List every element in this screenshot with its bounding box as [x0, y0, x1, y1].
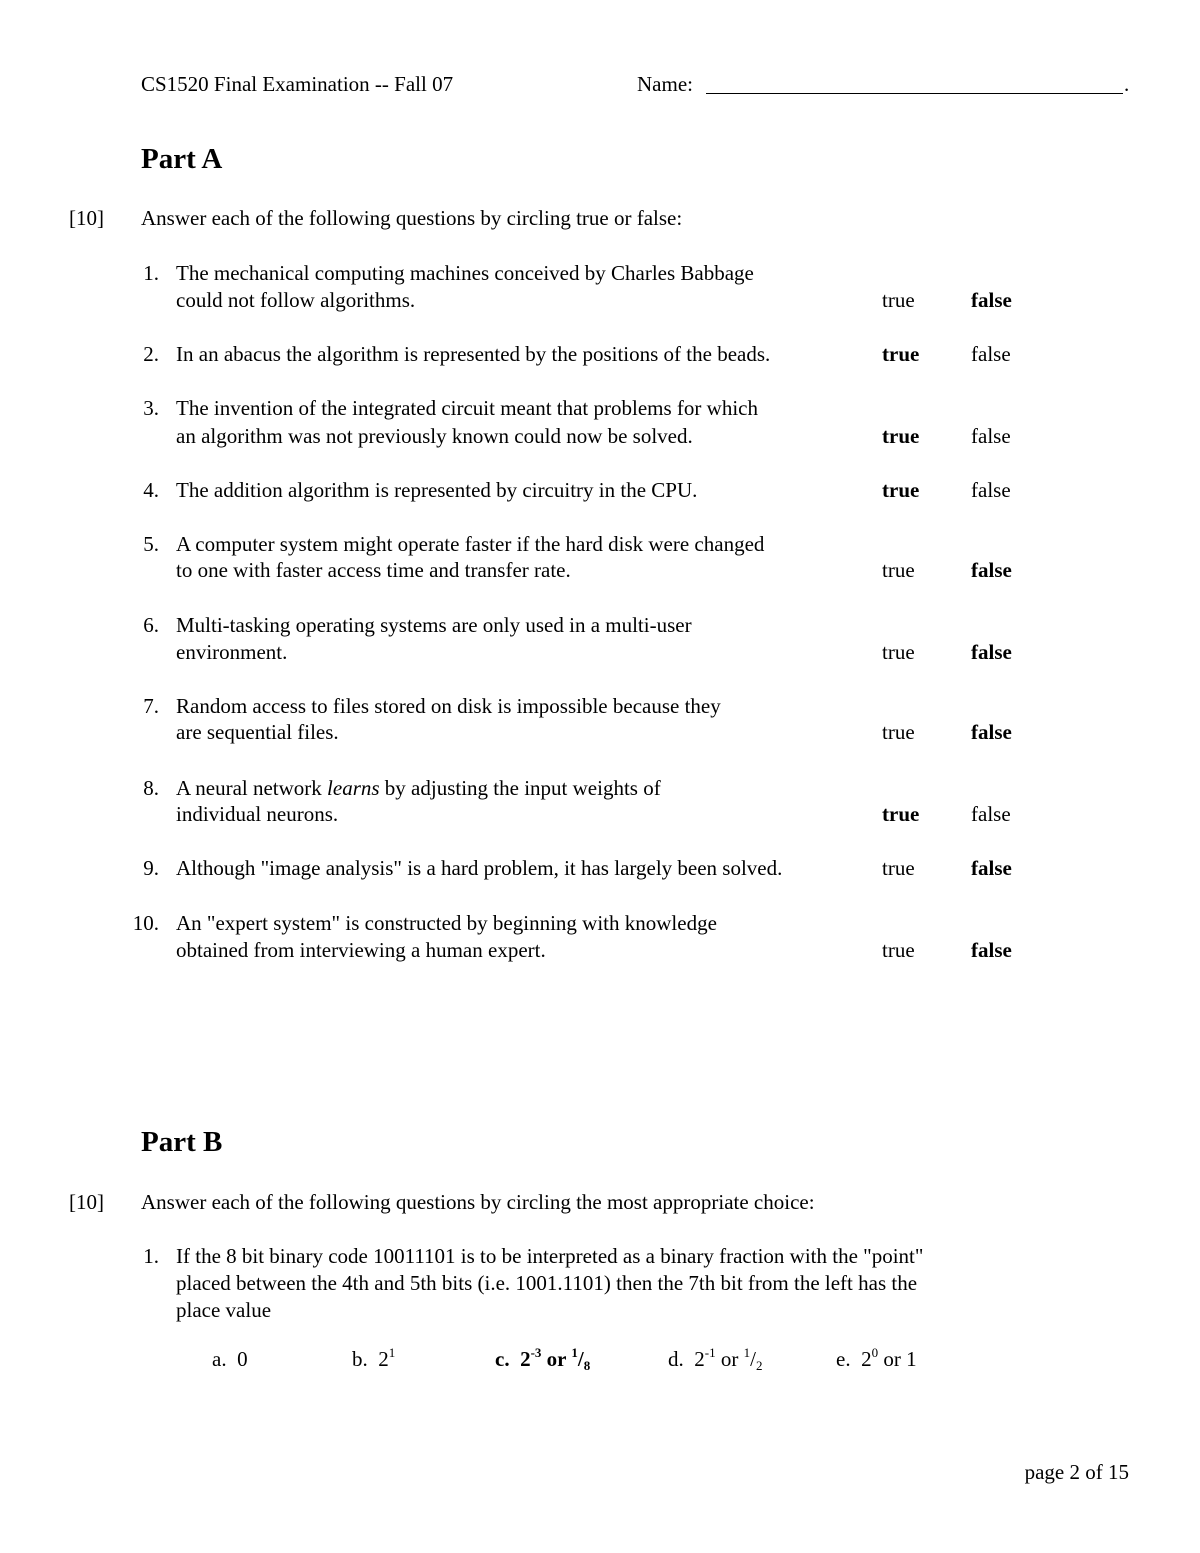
question-text: obtained from interviewing a human expert. — [176, 938, 546, 962]
question-text: placed between the 4th and 5th bits (i.e. 1001.1101) then the 7th bit from the left has the — [176, 1271, 918, 1295]
emphasis-learns: learns — [327, 776, 380, 800]
answer-true[interactable]: true — [882, 938, 915, 962]
question-text: The mechanical computing machines conceived by Charles Babbage — [176, 261, 754, 285]
question-text: environment. — [176, 640, 288, 664]
question-text: If the 8 bit binary code 10011101 is to be interpreted as a binary fraction with the "point" — [176, 1244, 924, 1268]
answer-false[interactable]: false — [971, 342, 1011, 366]
part-b-instruction: Answer each of the following questions by circling the most appropriate choice: — [141, 1190, 815, 1214]
answer-false[interactable]: false — [971, 802, 1011, 826]
question-number: 9. — [143, 856, 159, 880]
question-text: A neural network learns by adjusting the input weights of — [176, 776, 661, 800]
answer-true-selected[interactable]: true — [882, 802, 920, 826]
question-number: 1. — [143, 261, 159, 285]
answer-true-selected[interactable]: true — [882, 342, 920, 366]
part-a-title: Part A — [141, 143, 223, 175]
question-text: are sequential files. — [176, 720, 339, 744]
answer-true[interactable]: true — [882, 288, 915, 312]
answer-false-selected[interactable]: false — [971, 558, 1012, 582]
question-text: Random access to files stored on disk is impossible because they — [176, 694, 721, 718]
question-text: Although "image analysis" is a hard problem, it has largely been solved. — [176, 856, 783, 880]
choice-d[interactable]: d. $2^{-1}$ or $^1/_2$ — [668, 1345, 763, 1373]
choice-e[interactable]: e. $2^0$ or 1 — [836, 1345, 917, 1371]
answer-false[interactable]: false — [971, 478, 1011, 502]
exam-header-course: CS1520 Final Examination -- Fall 07 — [141, 72, 454, 96]
name-line-end: . — [1124, 72, 1130, 96]
page-number: page 2 of 15 — [1024, 1460, 1129, 1484]
question-text: The invention of the integrated circuit meant that problems for which — [176, 396, 758, 420]
question-number: 7. — [143, 694, 159, 718]
question-number: 6. — [143, 613, 159, 637]
question-text: could not follow algorithms. — [176, 288, 416, 312]
choice-c-selected[interactable]: c. $2^{-3}$ or $^1/_8$ — [495, 1345, 591, 1373]
question-number: 3. — [143, 396, 159, 420]
part-b-title: Part B — [141, 1126, 223, 1158]
answer-false-selected[interactable]: false — [971, 938, 1012, 962]
question-text: individual neurons. — [176, 802, 339, 826]
question-text: to one with faster access time and transfer rate. — [176, 558, 571, 582]
part-a-points: [10] — [69, 206, 104, 230]
question-number: 1. — [143, 1244, 159, 1268]
answer-true[interactable]: true — [882, 640, 915, 664]
name-label: Name: — [637, 72, 693, 96]
question-text: Multi-tasking operating systems are only used in a multi-user — [176, 613, 692, 637]
question-text: an algorithm was not previously known could now be solved. — [176, 424, 693, 448]
question-number: 10. — [132, 911, 159, 935]
question-number: 2. — [143, 342, 159, 366]
answer-true[interactable]: true — [882, 856, 915, 880]
answer-false-selected[interactable]: false — [971, 720, 1012, 744]
answer-true-selected[interactable]: true — [882, 424, 920, 448]
answer-false-selected[interactable]: false — [971, 288, 1012, 312]
choice-b[interactable]: b. $2^1$ — [352, 1345, 396, 1371]
answer-false[interactable]: false — [971, 424, 1011, 448]
question-text: In an abacus the algorithm is represented by the positions of the beads. — [176, 342, 771, 366]
name-field-line[interactable] — [706, 93, 1123, 94]
answer-false-selected[interactable]: false — [971, 856, 1012, 880]
part-a-instruction: Answer each of the following questions by circling true or false: — [141, 206, 683, 230]
answer-true[interactable]: true — [882, 720, 915, 744]
question-number: 4. — [143, 478, 159, 502]
choice-a[interactable]: a. 0 — [212, 1347, 248, 1371]
part-b-points: [10] — [69, 1190, 104, 1214]
answer-true-selected[interactable]: true — [882, 478, 920, 502]
answer-true[interactable]: true — [882, 558, 915, 582]
question-text: An "expert system" is constructed by beginning with knowledge — [176, 911, 717, 935]
question-text: A computer system might operate faster if the hard disk were changed — [176, 532, 765, 556]
question-text: The addition algorithm is represented by circuitry in the CPU. — [176, 478, 698, 502]
question-number: 8. — [143, 776, 159, 800]
question-number: 5. — [143, 532, 159, 556]
question-text: place value — [176, 1298, 272, 1322]
answer-false-selected[interactable]: false — [971, 640, 1012, 664]
